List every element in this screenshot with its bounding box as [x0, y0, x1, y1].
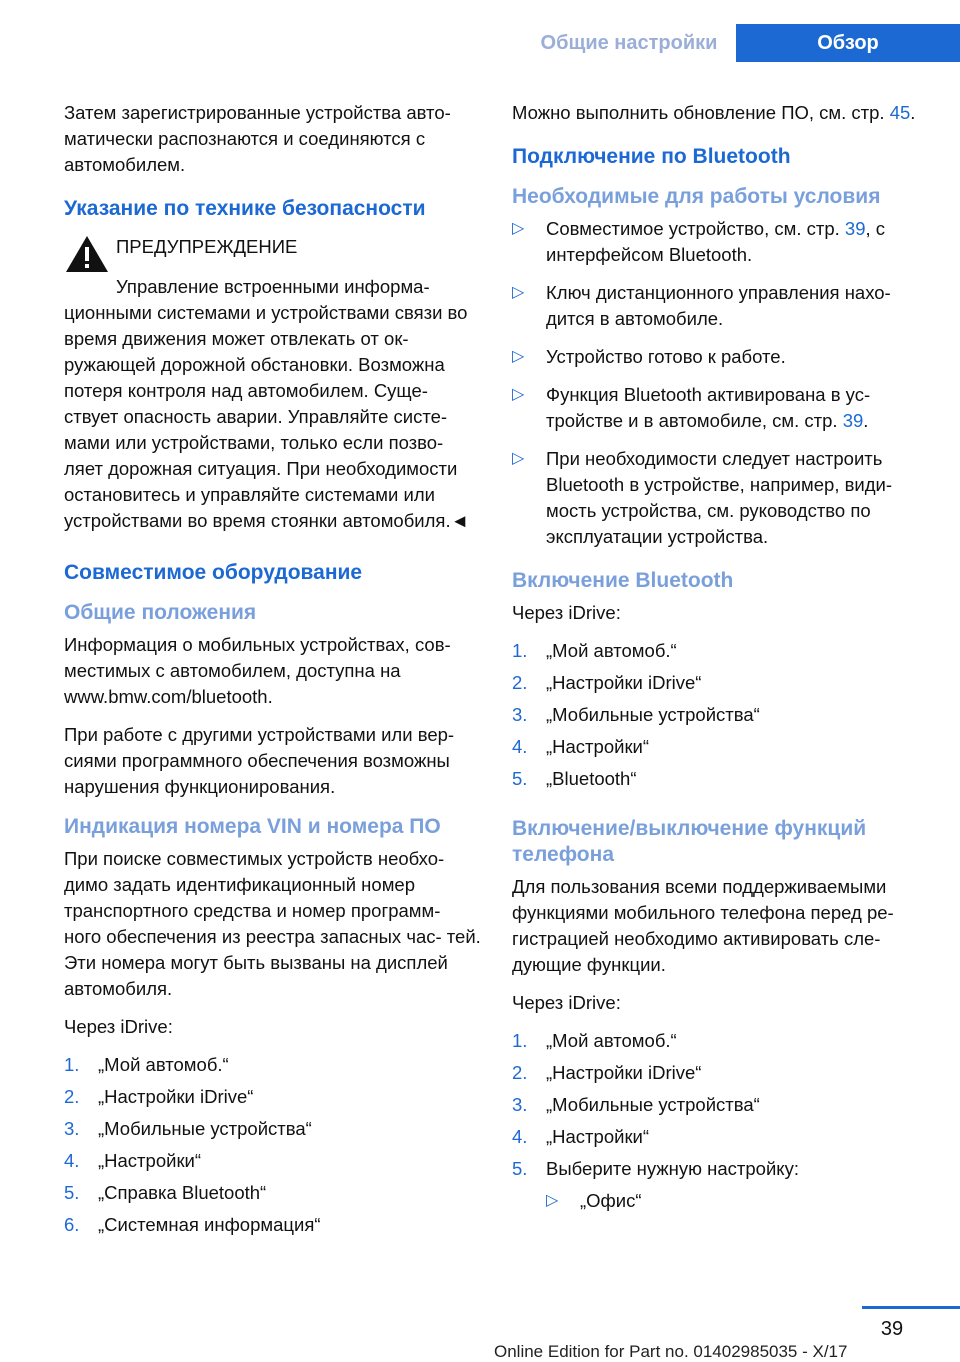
list-item: ▷ Совместимое устройство, см. стр. 39, с интерфейсом Bluetooth. [512, 216, 922, 268]
list-item: 3. „Мобильные устройства“ [512, 704, 760, 725]
safety-heading: Указание по технике безопасности [64, 197, 426, 220]
list-item: 1. „Мой автомоб.“ [512, 1030, 677, 1051]
bullet-icon: ▷ [546, 1192, 559, 1209]
warning-text: Управление встроенными информа- ционными системами и устройствами связи во время движения может отвлекать от ок- ружающей дорожной обстановки. Возможна потеря контроля над автомобилем. Суще- ствует опасность аварии. Управляйте систе- мами или устройствами, только если позво- ляет дорожная ситуация. При необходимости остановитесь и управляйте системами или устройствами во время стоянки автомобиля.◄ [64, 276, 469, 531]
list-item: 4. „Настройки“ [512, 1126, 650, 1147]
list-item: 4. „Настройки“ [64, 1150, 202, 1171]
page-link[interactable]: 39 [844, 218, 866, 239]
footer-rule [862, 1306, 960, 1309]
list-item: ▷ При необходимости следует настроить Bluetooth в устройстве, например, види- мость устройства, см. руководство по эксплуатации устройства. [512, 446, 922, 550]
section-label: Общие настройки [522, 24, 736, 62]
page-number: 39 [880, 1318, 904, 1340]
list-item: 2. „Настройки iDrive“ [512, 1062, 702, 1083]
phone-functions-heading: Включение/выключение функций телефона [512, 817, 867, 866]
list-item: ▷ Устройство готово к работе. [512, 344, 922, 370]
via-idrive-label: Через iDrive: [512, 992, 621, 1013]
chapter-tab: Обзор [736, 24, 960, 62]
list-item: 3. „Мобильные устройства“ [64, 1118, 312, 1139]
requirements-heading: Необходимые для работы условия [512, 185, 881, 208]
list-item: 4. „Настройки“ [512, 736, 650, 757]
vin-heading: Индикация номера VIN и номера ПО [64, 815, 441, 838]
vin-paragraph: При поиске совместимых устройств необхо- димо задать идентификационный номер транспортного средства и номер программ- ного обеспечения из реестра запасных час- тей. Эти номера могут быть вызваны на дисплей автомобиля. [64, 848, 481, 999]
page-header [0, 0, 960, 62]
list-item: 2. „Настройки iDrive“ [64, 1086, 254, 1107]
list-item: ▷ Функция Bluetooth активирована в ус- тройстве и в автомобиле, см. стр. 39. [512, 382, 922, 434]
via-idrive-label: Через iDrive: [64, 1016, 173, 1037]
list-item: 6. „Системная информация“ [64, 1214, 321, 1235]
compat-heading: Совместимое оборудование [64, 561, 363, 584]
edition-footer: Online Edition for Part no. 01402985035 - X/17 [494, 1342, 848, 1361]
bluetooth-on-heading: Включение Bluetooth [512, 569, 734, 592]
left-column [64, 100, 482, 1244]
intro-paragraph: Затем зарегистрированные устройства авто- матически распознаются и соединяются с автомобилем. [64, 102, 451, 175]
list-item: ▷ Ключ дистанционного управления нахо- дится в автомобиле. [512, 280, 922, 332]
phone-functions-paragraph: Для пользования всеми поддерживаемыми функциями мобильного телефона перед ре- гистрацией необходимо активировать сле- дующие функции. [512, 876, 894, 975]
list-item: 1. „Мой автомоб.“ [64, 1054, 229, 1075]
bullet-icon: ▷ [512, 220, 525, 237]
page-link[interactable]: 39 [842, 410, 864, 431]
list-item: 2. „Настройки iDrive“ [512, 672, 702, 693]
bullet-icon: ▷ [512, 348, 525, 365]
general-heading: Общие положения [64, 601, 257, 624]
general-paragraph-1: Информация о мобильных устройствах, сов- местимых с автомобилем, доступна на www.bmw.com/bluetooth. [64, 634, 451, 707]
list-item: 5. Выберите нужную настройку: [512, 1158, 799, 1179]
bluetooth-heading: Подключение по Bluetooth [512, 145, 791, 168]
sub-list-item: ▷ „Офис“ [546, 1188, 922, 1214]
list-item: 1. „Мой автомоб.“ [512, 640, 677, 661]
warning-block [64, 234, 482, 274]
list-item: 5. „Справка Bluetooth“ [64, 1182, 267, 1203]
list-item: 3. „Мобильные устройства“ [512, 1094, 760, 1115]
bullet-icon: ▷ [512, 284, 525, 301]
bullet-icon: ▷ [512, 386, 525, 403]
bullet-icon: ▷ [512, 450, 525, 467]
list-item: 5. „Bluetooth“ [512, 768, 637, 789]
general-paragraph-2: При работе с другими устройствами или вер- сиями программного обеспечения возможны нарушения функционирования. [64, 724, 455, 797]
page-link[interactable]: 45 [889, 102, 911, 123]
warning-triangle-icon [64, 234, 110, 274]
warning-title: ПРЕДУПРЕЖДЕНИЕ [116, 236, 298, 257]
via-idrive-label: Через iDrive: [512, 602, 621, 623]
update-paragraph: Можно выполнить обновление ПО, см. стр. 45. [512, 102, 916, 123]
right-column [512, 100, 922, 1220]
